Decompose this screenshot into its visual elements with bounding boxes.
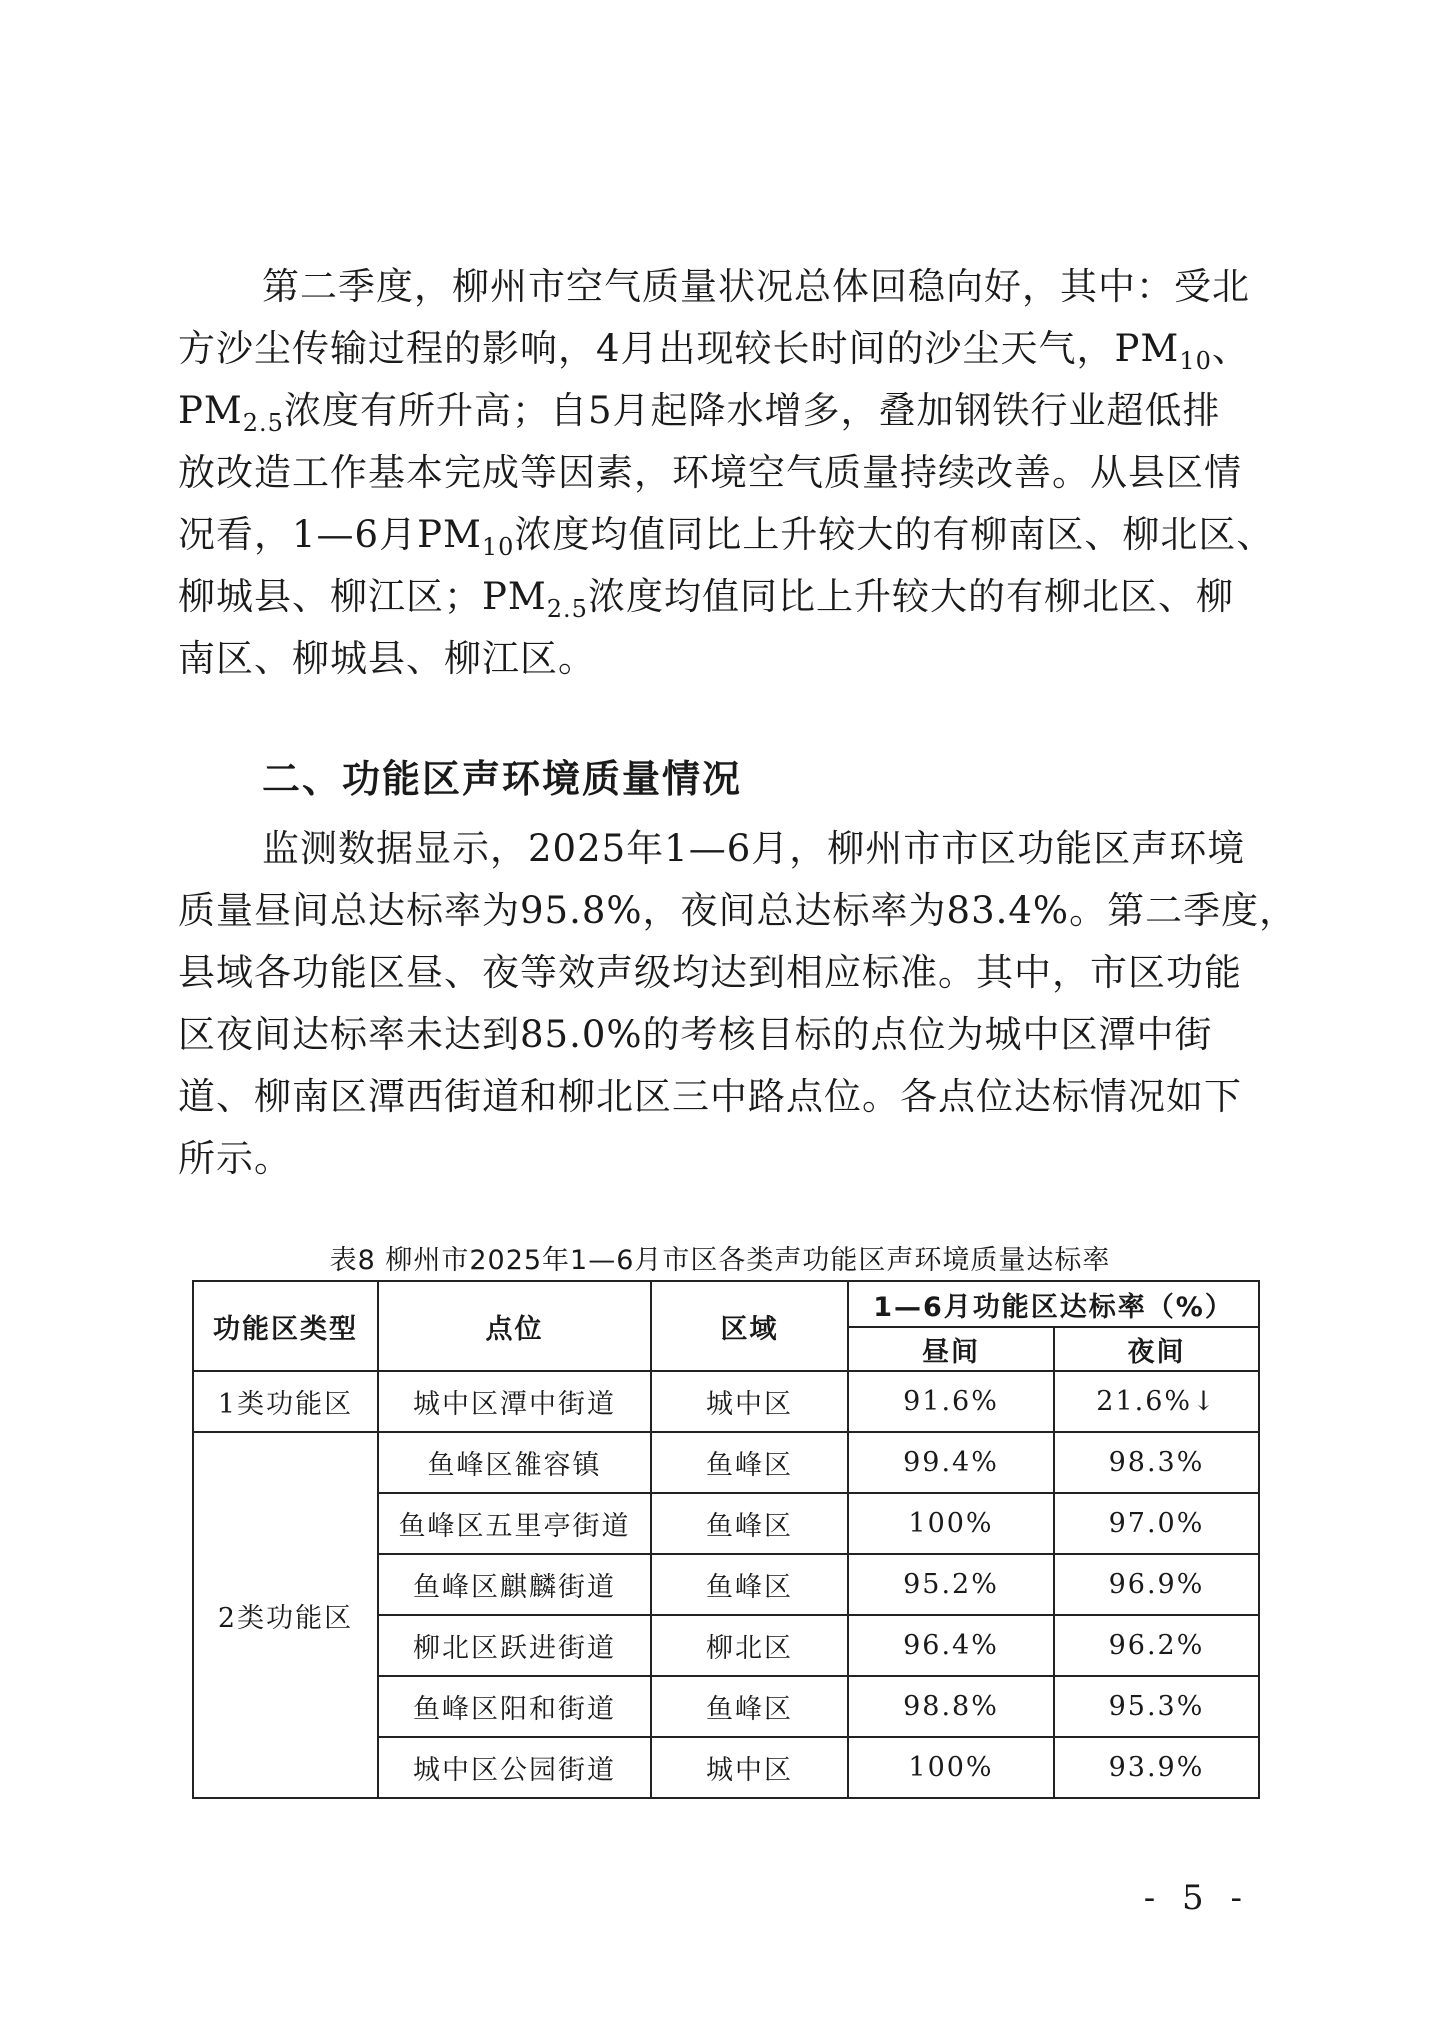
paragraph-line: 监测数据显示，2025年1—6月，柳州市市区功能区声环境 (262, 827, 1246, 870)
cell-day: 99.4% (848, 1432, 1054, 1493)
paragraph-line: 南区、柳城县、柳江区。 (178, 637, 596, 680)
cell-night: 96.9% (1054, 1554, 1259, 1615)
header-type: 功能区类型 (193, 1281, 378, 1371)
cell-night: 98.3% (1054, 1432, 1259, 1493)
paragraph-line: 区夜间达标率未达到85.0%的考核目标的点位为城中区潭中街 (178, 1013, 1213, 1056)
cell-day: 95.2% (848, 1554, 1054, 1615)
paragraph-line: $PM_{2.5}$浓度有所升高；自5月起降水增多，叠加钢铁行业超低排 (178, 389, 1221, 437)
cell-day: 98.8% (848, 1676, 1054, 1737)
cell-night: 95.3% (1054, 1676, 1259, 1737)
cell-day: 91.6% (848, 1371, 1054, 1432)
paragraph-line: 放改造工作基本完成等因素，环境空气质量持续改善。从县区情 (178, 451, 1242, 494)
header-area: 区域 (651, 1281, 848, 1371)
table-row (193, 1432, 1259, 1493)
paragraph-line: 道、柳南区潭西街道和柳北区三中路点位。各点位达标情况如下 (178, 1075, 1242, 1118)
cell-night: 96.2% (1054, 1615, 1259, 1676)
page-number: - 5 - (1143, 1878, 1250, 1918)
cell-area: 鱼峰区 (651, 1493, 848, 1554)
cell-area: 鱼峰区 (651, 1554, 848, 1615)
cell-day: 100% (848, 1493, 1054, 1554)
cell-site: 鱼峰区麒麟街道 (378, 1554, 651, 1615)
cell-night: 21.6%↓ (1054, 1371, 1259, 1432)
cell-day: 100% (848, 1737, 1054, 1798)
cell-day: 96.4% (848, 1615, 1054, 1676)
paragraph-line: 第二季度，柳州市空气质量状况总体回稳向好，其中：受北 (262, 265, 1250, 308)
cell-area: 城中区 (651, 1371, 848, 1432)
cell-night: 97.0% (1054, 1493, 1259, 1554)
header-night: 夜间 (1054, 1327, 1259, 1371)
cell-site: 城中区潭中街道 (378, 1371, 651, 1432)
header-site: 点位 (378, 1281, 651, 1371)
table-row (193, 1371, 1259, 1432)
header-rate-group: 1—6月功能区达标率（%） (848, 1281, 1259, 1327)
paragraph-noise-quality (178, 818, 1298, 1190)
paragraph-line: 县域各功能区昼、夜等效声级均达到相应标准。其中，市区功能 (178, 951, 1242, 994)
cell-area: 柳北区 (651, 1615, 848, 1676)
paragraph-line: 柳城县、柳江区；$PM_{2.5}$浓度均值同比上升较大的有柳北区、柳 (178, 575, 1234, 623)
cell-area: 城中区 (651, 1737, 848, 1798)
cell-area: 鱼峰区 (651, 1432, 848, 1493)
header-day: 昼间 (848, 1327, 1054, 1371)
paragraph-line: 况看，1—6月$PM_{10}$浓度均值同比上升较大的有柳南区、柳北区、 (178, 513, 1275, 561)
table-caption: 表8 柳州市2025年1—6月市区各类声功能区声环境质量达标率 (329, 1245, 1111, 1276)
cell-site: 城中区公园街道 (378, 1737, 651, 1798)
cell-site: 柳北区跃进街道 (378, 1615, 651, 1676)
cell-night: 93.9% (1054, 1737, 1259, 1798)
table-header-row (193, 1281, 1259, 1327)
cell-site: 鱼峰区阳和街道 (378, 1676, 651, 1737)
paragraph-line: 方沙尘传输过程的影响，4月出现较长时间的沙尘天气，$PM_{10}$、 (178, 327, 1250, 375)
noise-compliance-table (192, 1280, 1260, 1799)
paragraph-line: 所示。 (178, 1137, 292, 1180)
paragraph-air-quality (178, 256, 1290, 690)
cell-area: 鱼峰区 (651, 1676, 848, 1737)
cell-site: 鱼峰区五里亭街道 (378, 1493, 651, 1554)
cell-type: 1类功能区 (193, 1371, 378, 1432)
paragraph-line: 质量昼间总达标率为95.8%，夜间总达标率为83.4%。第二季度， (178, 889, 1298, 932)
cell-type: 2类功能区 (193, 1432, 378, 1798)
cell-site: 鱼峰区雒容镇 (378, 1432, 651, 1493)
section-heading: 二、功能区声环境质量情况 (262, 757, 743, 801)
